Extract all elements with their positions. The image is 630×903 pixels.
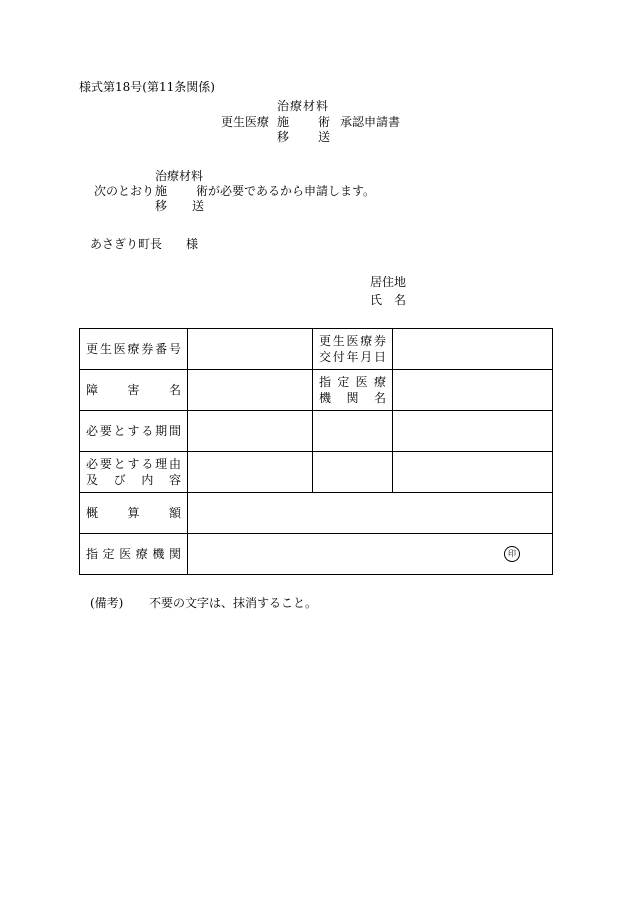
body-lead: 次のとおり <box>94 184 155 198</box>
body-trail: 術が必要であるから申請します。 <box>196 184 376 198</box>
empty-cell[interactable] <box>313 452 393 493</box>
label-designated-institution-name: 指 定 医 療 機 関 名 <box>313 370 393 411</box>
reason-field[interactable] <box>188 452 313 493</box>
application-table <box>79 328 553 575</box>
label-estimated-amount: 概 算 額 <box>80 493 188 534</box>
body-option-materials: 治療材料 <box>155 169 204 183</box>
table-row <box>80 534 553 575</box>
table-row <box>80 411 553 452</box>
title-option-materials: 治療材料 <box>277 99 330 113</box>
disability-name-field[interactable] <box>188 370 313 411</box>
title-option-treatment-b: 術 <box>318 115 331 129</box>
body-option-transfer-a: 移 <box>155 199 168 213</box>
label-certificate-number: 更 生 医 療 券 番 号 <box>80 329 188 370</box>
body-option-treatment: 施 <box>155 184 168 198</box>
residence-label: 居住地 <box>370 275 407 289</box>
label-disability-name: 障 害 名 <box>80 370 188 411</box>
label-reason-and-details: 必 要 と す る 理 由 及 び 内 容 <box>80 452 188 493</box>
title-option-transfer-b: 送 <box>318 130 331 144</box>
label-designated-institution: 指 定 医 療 機 関 <box>80 534 188 575</box>
table-row <box>80 370 553 411</box>
certificate-number-field[interactable] <box>188 329 313 370</box>
table-row <box>80 329 553 370</box>
designated-institution-name-field[interactable] <box>393 370 553 411</box>
form-number: 様式第18号(第11条関係) <box>79 80 215 94</box>
label-required-period: 必 要 と す る 期 間 <box>80 411 188 452</box>
issue-date-field[interactable] <box>393 329 553 370</box>
title-suffix: 承認申請書 <box>340 115 401 129</box>
table-row <box>80 452 553 493</box>
name-label: 氏 名 <box>370 293 407 307</box>
body-option-transfer-b: 送 <box>192 199 205 213</box>
empty-cell[interactable] <box>313 411 393 452</box>
note-label: (備考) <box>90 596 124 610</box>
empty-cell[interactable] <box>393 452 553 493</box>
note-text: 不要の文字は、抹消すること。 <box>149 596 318 610</box>
designated-institution-field[interactable] <box>188 534 553 575</box>
addressee: あさぎり町長 様 <box>90 237 199 251</box>
required-period-field[interactable] <box>188 411 313 452</box>
table-row <box>80 493 553 534</box>
title-option-transfer-a: 移 <box>277 130 290 144</box>
label-issue-date: 更 生 医 療 券 交 付 年 月 日 <box>313 329 393 370</box>
title-option-treatment-a: 施 <box>277 115 290 129</box>
estimated-amount-field[interactable] <box>188 493 553 534</box>
seal-mark: 印 <box>504 546 520 562</box>
title-prefix: 更生医療 <box>221 115 270 129</box>
empty-cell[interactable] <box>393 411 553 452</box>
